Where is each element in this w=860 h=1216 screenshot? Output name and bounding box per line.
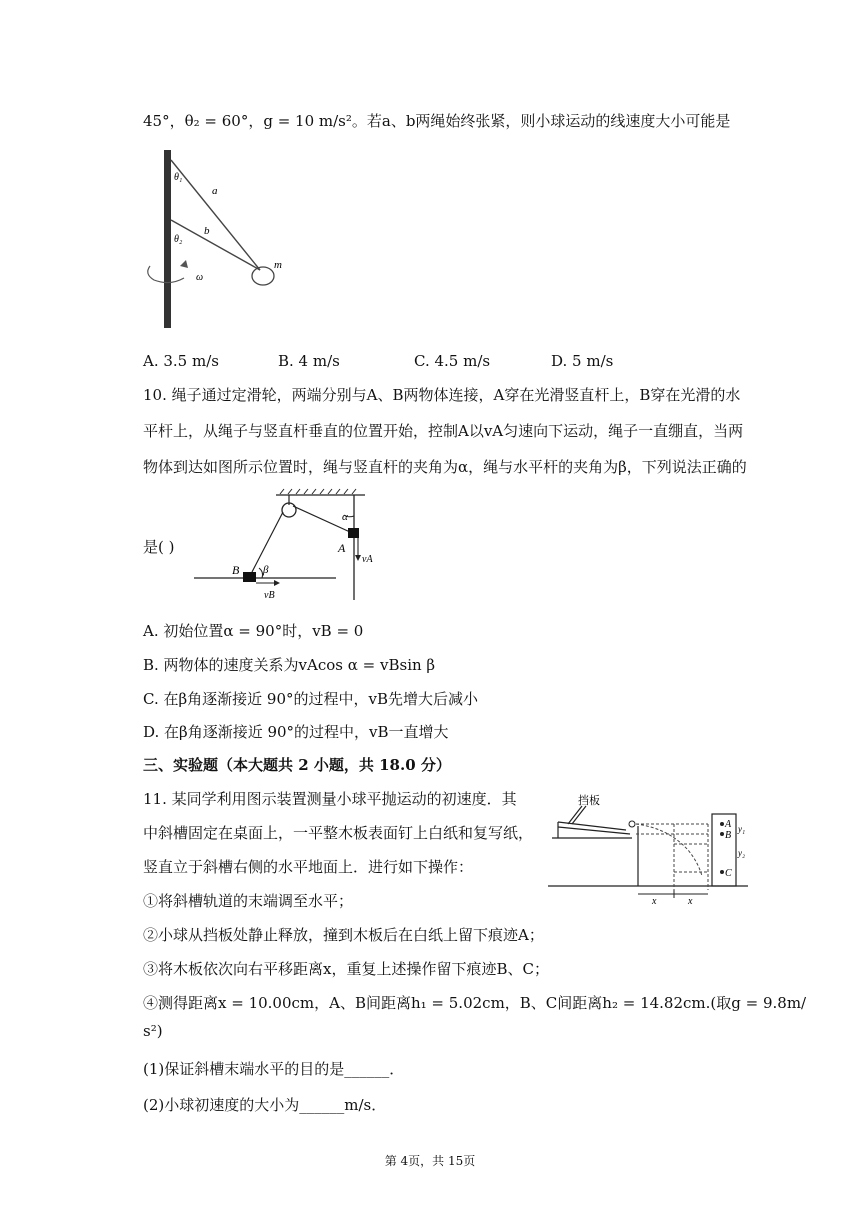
q10-option-c: C. 在β角逐渐接近 90°的过程中，vB先增大后减小 xyxy=(143,690,479,708)
vA-label: vA xyxy=(362,554,373,565)
B-label: B xyxy=(232,563,240,577)
q10-option-a: A. 初始位置α = 90°时，vB = 0 xyxy=(143,622,364,640)
beta-label: β xyxy=(263,564,269,576)
q9-option-d: D. 5 m/s xyxy=(551,352,614,370)
section-3-heading: 三、实验题（本大题共 2 小题，共 18.0 分） xyxy=(143,756,451,774)
theta1-label: θ₁ xyxy=(174,172,183,183)
q11-line10: (2)小球初速度的大小为______m/s． xyxy=(143,1096,387,1114)
page-footer: 第 4页，共 15页 xyxy=(384,1154,476,1168)
mark-B-label: B xyxy=(725,830,732,841)
q10-option-b: B. 两物体的速度关系为vAcos α = vBsin β xyxy=(143,656,436,674)
q9-option-b: B. 4 m/s xyxy=(278,352,340,370)
omega-label: ω xyxy=(196,272,204,283)
a-label: a xyxy=(212,185,218,197)
q11-line1: 11. 某同学利用图示装置测量小球平抛运动的初速度．其 xyxy=(143,790,517,808)
y1-label: y₁ xyxy=(738,824,746,834)
q10-figure xyxy=(190,488,380,604)
block-A xyxy=(348,528,359,538)
x1-label: x xyxy=(652,896,657,906)
q11-line8: s²) xyxy=(143,1022,163,1040)
b-label: b xyxy=(204,225,210,237)
q10-text-line3: 物体到达如图所示位置时，绳与竖直杆的夹角为α，绳与水平杆的夹角为β，下列说法正确的 xyxy=(143,458,747,476)
board-label: 挡板 xyxy=(578,795,600,807)
m-label: m xyxy=(274,259,282,271)
string-a xyxy=(171,160,260,270)
q11-figure xyxy=(548,790,748,906)
q9-option-a: A. 3.5 m/s xyxy=(143,352,219,370)
theta2-label: θ₂ xyxy=(174,234,183,245)
q10-text-line2: 平杆上，从绳子与竖直杆垂直的位置开始，控制A以vA匀速向下运动，绳子一直绷直，当两 xyxy=(143,422,744,440)
rope-to-B xyxy=(252,512,283,572)
board xyxy=(712,814,736,886)
vertical-pole xyxy=(164,150,171,328)
q9-option-c: C. 4.5 m/s xyxy=(414,352,491,370)
q11-line7: ④测得距离x = 10.00cm，A、B间距离h₁ = 5.02cm，B、C间距离h₂ = 14.82cm.(取g = 9.8m/ xyxy=(143,994,807,1012)
mark-A-label: A xyxy=(725,819,732,830)
q9-figure xyxy=(140,148,300,330)
q11-line6: ③将木板依次向右平移距离x，重复上述操作留下痕迹B、C； xyxy=(143,960,549,978)
q9-text-line1: 45°，θ₂ = 60°，g = 10 m/s²。若a、b两绳始终张紧，则小球运动的线速度大小可能是 xyxy=(143,112,731,130)
x2-label: x xyxy=(688,896,693,906)
trajectory xyxy=(636,824,702,876)
q10-text-line4: 是( ) xyxy=(143,538,175,556)
q11-line3: 竖直立于斜槽右侧的水平地面上．进行如下操作： xyxy=(143,858,474,876)
q11-line5: ②小球从挡板处静止释放，撞到木板后在白纸上留下痕迹A； xyxy=(143,926,544,944)
q10-option-d: D. 在β角逐渐接近 90°的过程中，vB一直增大 xyxy=(143,723,449,741)
pulley xyxy=(282,503,296,517)
q11-line9: (1)保证斜槽末端水平的目的是______． xyxy=(143,1060,405,1078)
q11-line2: 中斜槽固定在桌面上，一平整木板表面钉上白纸和复写纸， xyxy=(143,824,534,842)
y2-label: y₂ xyxy=(738,848,746,858)
q11-line4: ①将斜槽轨道的末端调至水平； xyxy=(143,892,354,910)
A-label: A xyxy=(338,541,346,555)
block-B xyxy=(243,572,256,582)
q10-text-line1: 10. 绳子通过定滑轮，两端分别与A、B两物体连接，A穿在光滑竖直杆上，B穿在光滑的水 xyxy=(143,386,741,404)
alpha-label: α xyxy=(342,511,348,523)
mark-C-label: C xyxy=(725,868,732,879)
vB-label: vB xyxy=(264,590,275,601)
ball-m xyxy=(252,267,274,285)
